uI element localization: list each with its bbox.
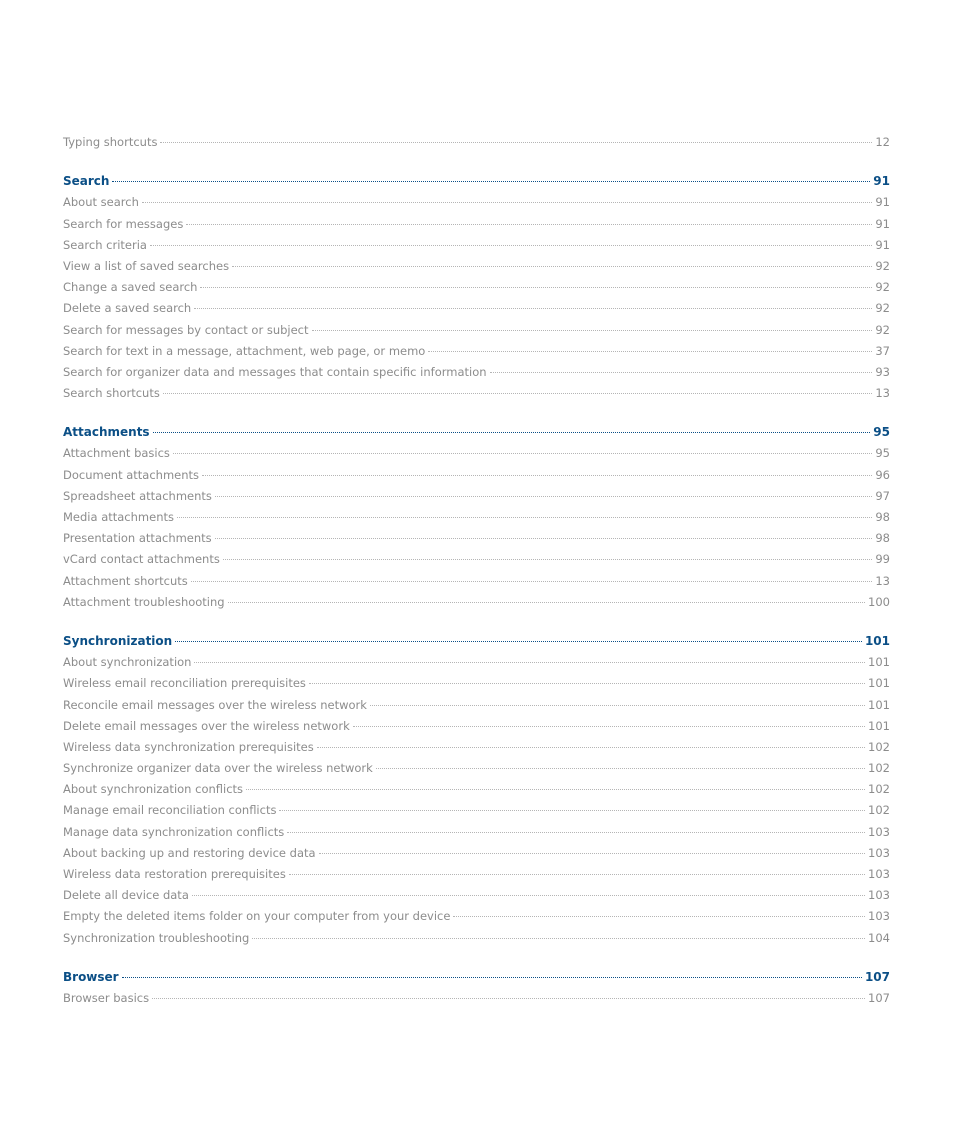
dot-leader — [112, 181, 870, 182]
toc-entry-page-number: 37 — [875, 343, 890, 358]
toc-entry-label: vCard contact attachments — [63, 552, 220, 567]
toc-entry-page-number: 12 — [875, 135, 890, 149]
dot-leader — [453, 916, 865, 917]
toc-entry-page-number: 92 — [875, 258, 890, 273]
toc-entry[interactable] — [63, 843, 890, 864]
dot-leader — [279, 810, 865, 811]
toc-entry[interactable] — [63, 362, 890, 383]
dot-leader — [122, 977, 862, 978]
toc-entry-page-number: 101 — [868, 697, 890, 712]
toc-entry-label: Synchronization troubleshooting — [63, 930, 250, 945]
toc-entry[interactable] — [63, 673, 890, 694]
toc-entry[interactable] — [63, 822, 890, 843]
toc-section-heading-page-number: 95 — [873, 425, 890, 440]
toc-entry-label: Manage data synchronization conflicts — [63, 824, 285, 839]
toc-section — [63, 967, 890, 1009]
toc-entry-label: Reconcile email messages over the wireless network — [63, 697, 367, 712]
toc-entry-page-number: 101 — [868, 655, 890, 670]
toc-section-heading-label: Attachments — [63, 425, 150, 440]
dot-leader — [202, 475, 872, 476]
dot-leader — [186, 224, 872, 225]
dot-leader — [150, 245, 872, 246]
toc-section-heading-label: Synchronization — [63, 633, 173, 648]
toc-entry-label: Search for organizer data and messages that contain specific information — [63, 364, 487, 379]
toc-entry-page-number: 95 — [875, 446, 890, 461]
toc-entry-page-number: 96 — [875, 467, 890, 482]
toc-section-heading[interactable] — [63, 171, 890, 192]
dot-leader — [192, 895, 865, 896]
dot-leader — [228, 602, 865, 603]
toc-section-heading-page-number: 107 — [864, 969, 890, 984]
dot-leader — [428, 351, 872, 352]
toc-entry-page-number: 92 — [875, 301, 890, 316]
toc-entry[interactable] — [63, 486, 890, 507]
dot-leader — [163, 393, 873, 394]
toc-entry-page-number: 102 — [868, 739, 890, 754]
dot-leader — [309, 683, 865, 684]
toc-entry-page-number: 104 — [868, 930, 890, 945]
toc-entry-page-number: 102 — [868, 782, 890, 797]
toc-entry[interactable] — [63, 758, 890, 779]
toc-entry[interactable] — [63, 235, 890, 256]
dot-leader — [194, 308, 872, 309]
toc-entry[interactable] — [63, 256, 890, 277]
dot-leader — [152, 998, 865, 999]
toc-entry-label: About synchronization conflicts — [63, 782, 244, 797]
toc-entry-label: About search — [63, 195, 139, 210]
toc-entry[interactable] — [63, 988, 890, 1009]
toc-entry[interactable] — [63, 528, 890, 549]
toc-entry-page-number: 107 — [868, 990, 890, 1005]
toc-entry-page-number: 103 — [868, 845, 890, 860]
toc-entry[interactable] — [63, 507, 890, 528]
toc-section — [63, 132, 890, 153]
toc-entry-label: Spreadsheet attachments — [63, 488, 212, 503]
toc-entry[interactable] — [63, 383, 890, 404]
toc-entry-page-number: 102 — [868, 803, 890, 818]
toc-entry-label: Delete email messages over the wireless network — [63, 718, 350, 733]
toc-entry[interactable] — [63, 465, 890, 486]
toc-section-heading-label: Browser — [63, 969, 119, 984]
dot-leader — [252, 938, 865, 939]
dot-leader — [173, 453, 872, 454]
toc-entry[interactable] — [63, 906, 890, 927]
toc-entry-label: Search for messages by contact or subject — [63, 322, 309, 337]
dot-leader — [319, 853, 866, 854]
toc-entry-page-number: 103 — [868, 867, 890, 881]
toc-entry[interactable] — [63, 779, 890, 800]
toc-entry-page-number: 93 — [875, 364, 890, 379]
dot-leader — [177, 517, 872, 518]
toc-entry-label: View a list of saved searches — [63, 258, 230, 273]
toc-entry-label: Attachment troubleshooting — [63, 594, 225, 609]
dot-leader — [287, 832, 865, 833]
toc-entry-label: Manage email reconciliation conflicts — [63, 803, 277, 818]
toc-entry[interactable] — [63, 277, 890, 298]
toc-entry-label: Change a saved search — [63, 280, 198, 295]
toc-section — [63, 171, 890, 404]
toc-entry[interactable] — [63, 320, 890, 341]
toc-entry-label: Attachment shortcuts — [63, 573, 188, 588]
toc-section-heading[interactable] — [63, 967, 890, 988]
toc-section — [63, 422, 890, 613]
toc-entry[interactable] — [63, 885, 890, 906]
dot-leader — [153, 432, 871, 433]
toc-entry-page-number: 91 — [875, 216, 890, 231]
toc-entry[interactable] — [63, 695, 890, 716]
toc-entry-page-number: 98 — [875, 510, 890, 524]
toc-section-heading-page-number: 91 — [873, 174, 890, 189]
toc-entry-label: Presentation attachments — [63, 531, 212, 546]
toc-entry-label: Delete all device data — [63, 888, 189, 903]
toc-entry-label: Media attachments — [63, 510, 174, 524]
toc-entry-label: Typing shortcuts — [63, 135, 158, 149]
toc-section-heading[interactable] — [63, 631, 890, 652]
dot-leader — [490, 372, 873, 373]
toc-entry-page-number: 92 — [875, 280, 890, 295]
toc-entry[interactable] — [63, 716, 890, 737]
toc-section — [63, 631, 890, 949]
toc-entry-page-number: 102 — [868, 761, 890, 776]
toc-entry-label: Attachment basics — [63, 446, 170, 461]
dot-leader — [215, 538, 873, 539]
toc-entry-page-number: 13 — [875, 386, 890, 401]
toc-entry-page-number: 100 — [868, 594, 890, 609]
dot-leader — [376, 768, 865, 769]
toc-entry-label: Document attachments — [63, 467, 200, 482]
toc-entry[interactable] — [63, 341, 890, 362]
toc-entry-page-number: 101 — [868, 718, 890, 733]
toc-entry-label: Browser basics — [63, 990, 150, 1005]
toc-entry-page-number: 103 — [868, 909, 890, 924]
dot-leader — [175, 641, 862, 642]
dot-leader — [353, 726, 865, 727]
dot-leader — [232, 266, 872, 267]
dot-leader — [370, 705, 865, 706]
toc-entry-page-number: 13 — [875, 573, 890, 588]
toc-entry[interactable] — [63, 298, 890, 319]
toc-entry[interactable] — [63, 192, 890, 213]
dot-leader — [215, 496, 872, 497]
toc-entry[interactable] — [63, 652, 890, 673]
dot-leader — [200, 287, 872, 288]
toc-section-heading-label: Search — [63, 174, 110, 189]
toc-entry-label: Synchronize organizer data over the wireless network — [63, 761, 373, 776]
toc-entry[interactable] — [63, 132, 890, 153]
toc-section-heading-page-number: 101 — [864, 633, 890, 648]
toc-entry[interactable] — [63, 592, 890, 613]
toc-entry-page-number: 97 — [875, 488, 890, 503]
dot-leader — [312, 330, 873, 331]
toc-entry-label: Search criteria — [63, 237, 147, 252]
toc-entry-label: Search for messages — [63, 216, 184, 231]
toc-entry-label: Search for text in a message, attachment, web page, or memo — [63, 343, 426, 358]
toc-section-heading[interactable] — [63, 422, 890, 443]
toc-entry-label: Wireless email reconciliation prerequisites — [63, 676, 306, 691]
dot-leader — [194, 662, 865, 663]
toc-entry[interactable] — [63, 864, 890, 885]
toc-entry-label: About synchronization — [63, 655, 192, 670]
dot-leader — [223, 559, 873, 560]
toc-entry-label: Search shortcuts — [63, 386, 160, 401]
dot-leader — [317, 747, 865, 748]
dot-leader — [160, 142, 872, 143]
toc-entry-page-number: 103 — [868, 888, 890, 903]
dot-leader — [142, 202, 873, 203]
toc-entry[interactable] — [63, 443, 890, 464]
toc-entry-label: Delete a saved search — [63, 301, 192, 316]
toc-entry[interactable] — [63, 737, 890, 758]
toc-entry-label: Empty the deleted items folder on your computer from your device — [63, 909, 451, 924]
toc-entry-page-number: 98 — [875, 531, 890, 546]
dot-leader — [289, 874, 865, 875]
toc-entry[interactable] — [63, 549, 890, 570]
dot-leader — [191, 581, 873, 582]
dot-leader — [246, 789, 865, 790]
toc-entry-page-number: 101 — [868, 676, 890, 691]
table-of-contents — [63, 132, 890, 1009]
toc-entry[interactable] — [63, 928, 890, 949]
toc-entry-page-number: 91 — [875, 237, 890, 252]
toc-entry-label: Wireless data synchronization prerequisites — [63, 739, 314, 754]
toc-entry-page-number: 103 — [868, 824, 890, 839]
toc-entry[interactable] — [63, 800, 890, 821]
toc-entry-page-number: 91 — [875, 195, 890, 210]
toc-entry[interactable] — [63, 214, 890, 235]
toc-entry-page-number: 99 — [875, 552, 890, 567]
toc-entry-page-number: 92 — [875, 322, 890, 337]
toc-entry-label: About backing up and restoring device data — [63, 845, 316, 860]
toc-entry[interactable] — [63, 571, 890, 592]
toc-entry-label: Wireless data restoration prerequisites — [63, 867, 286, 881]
